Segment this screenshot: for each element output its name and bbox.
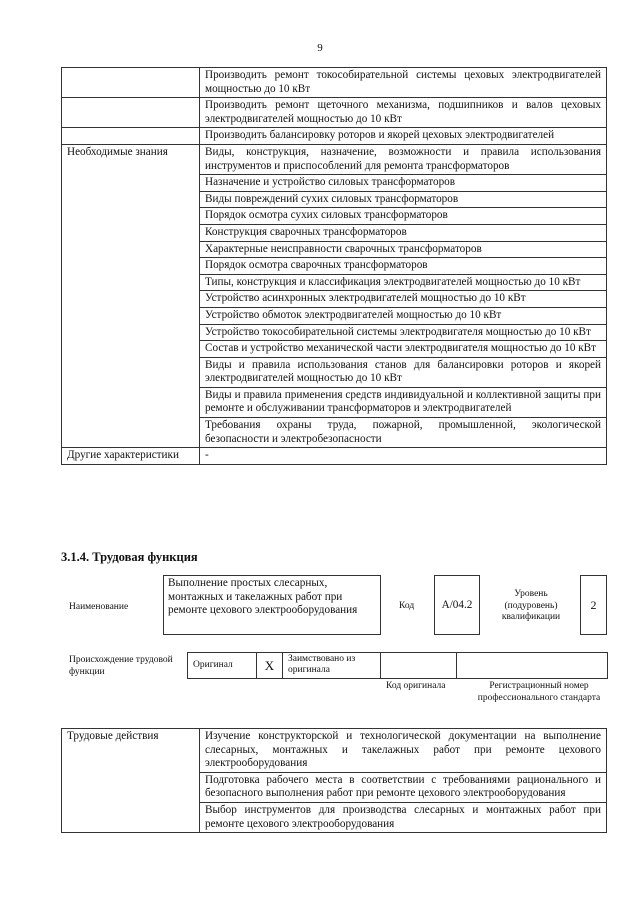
knowledge-item: Виды, конструкция, назначение, возможности и правила использования инструментов и приспособлений для ремонта трансформаторов [200,144,607,174]
table-row [62,128,607,145]
labor-actions-label: Трудовые действия [62,729,200,833]
knowledge-item: Состав и устройство механической части электродвигателя мощностью до 10 кВт [200,341,607,358]
skill-item: Производить ремонт токособирательной системы цеховых электродвигателей мощностью до 10 кВт [200,68,607,98]
competency-table [61,67,607,465]
page-number: 9 [317,42,323,54]
original-mark: X [257,653,283,679]
origin-table [187,652,608,679]
registration-number-caption: Регистрационный номер профессионального стандарта [477,681,601,703]
borrowed-label: Заимствовано из оригинала [283,653,381,679]
origin-label: Происхождение трудовой функции [69,655,173,677]
knowledge-item: Виды и правила использования станов для балансировки роторов и якорей электродвигателей мощностью до 10 кВт [200,357,607,387]
labor-action-item: Подготовка рабочего места в соответствии с требованиями рационального и безопасного выполнения работ при ремонте цехового электрооборудования [200,772,607,802]
knowledge-item: Требования охраны труда, пожарной, промышленной, экологической безопасности и электробезопасности [200,418,607,448]
name-label: Наименование [69,602,129,612]
original-code-caption: Код оригинала [386,681,446,691]
labor-actions-table [61,728,607,833]
table-row [62,68,607,98]
skill-item: Производить балансировку роторов и якорей цеховых электродвигателей [200,128,607,145]
knowledge-item: Назначение и устройство силовых трансформаторов [200,175,607,192]
other-characteristics-label: Другие характеристики [62,448,200,465]
table-row [188,653,608,679]
qualification-level-label: Уровень (подуровень) квалификации [501,589,561,622]
knowledge-label: Необходимые знания [62,144,200,447]
skill-item: Производить ремонт щеточного механизма, подшипников и валов цеховых электродвигателей мощностью до 10 кВт [200,98,607,128]
table-row [62,448,607,465]
table-row [62,729,607,773]
knowledge-item: Виды повреждений сухих силовых трансформаторов [200,191,607,208]
labor-action-item: Изучение конструкторской и технологической документации на выполнение слесарных, монтажных и такелажных работ при ремонте цехового электрооборудования [200,729,607,773]
knowledge-item: Устройство токособирательной системы электродвигателя мощностью до 10 кВт [200,324,607,341]
original-label: Оригинал [188,653,257,679]
function-name-value: Выполнение простых слесарных, монтажных и такелажных работ при ремонте цехового электрооборудования [163,575,381,635]
knowledge-item: Порядок осмотра сухих силовых трансформаторов [200,208,607,225]
labor-action-item: Выбор инструментов для производства слесарных и монтажных работ при ремонте цехового электрооборудования [200,802,607,832]
knowledge-item: Виды и правила применения средств индивидуальной и коллективной защиты при ремонте и обслуживании трансформаторов и электродвигателей [200,387,607,417]
qualification-level-value: 2 [580,575,607,635]
registration-number-cell [457,653,608,679]
knowledge-item: Характерные неисправности сварочных трансформаторов [200,241,607,258]
table-row [62,98,607,128]
code-label: Код [399,601,415,611]
knowledge-item: Устройство асинхронных электродвигателей мощностью до 10 кВт [200,291,607,308]
table-row [62,144,607,174]
other-characteristics-value: - [200,448,607,465]
knowledge-item: Конструкция сварочных трансформаторов [200,224,607,241]
knowledge-item: Устройство обмоток электродвигателей мощностью до 10 кВт [200,307,607,324]
knowledge-item: Типы, конструкция и классификация электродвигателей мощностью до 10 кВт [200,274,607,291]
original-code-cell [381,653,457,679]
function-code-value: А/04.2 [434,575,480,635]
section-heading: 3.1.4. Трудовая функция [61,550,198,564]
knowledge-item: Порядок осмотра сварочных трансформаторов [200,258,607,275]
